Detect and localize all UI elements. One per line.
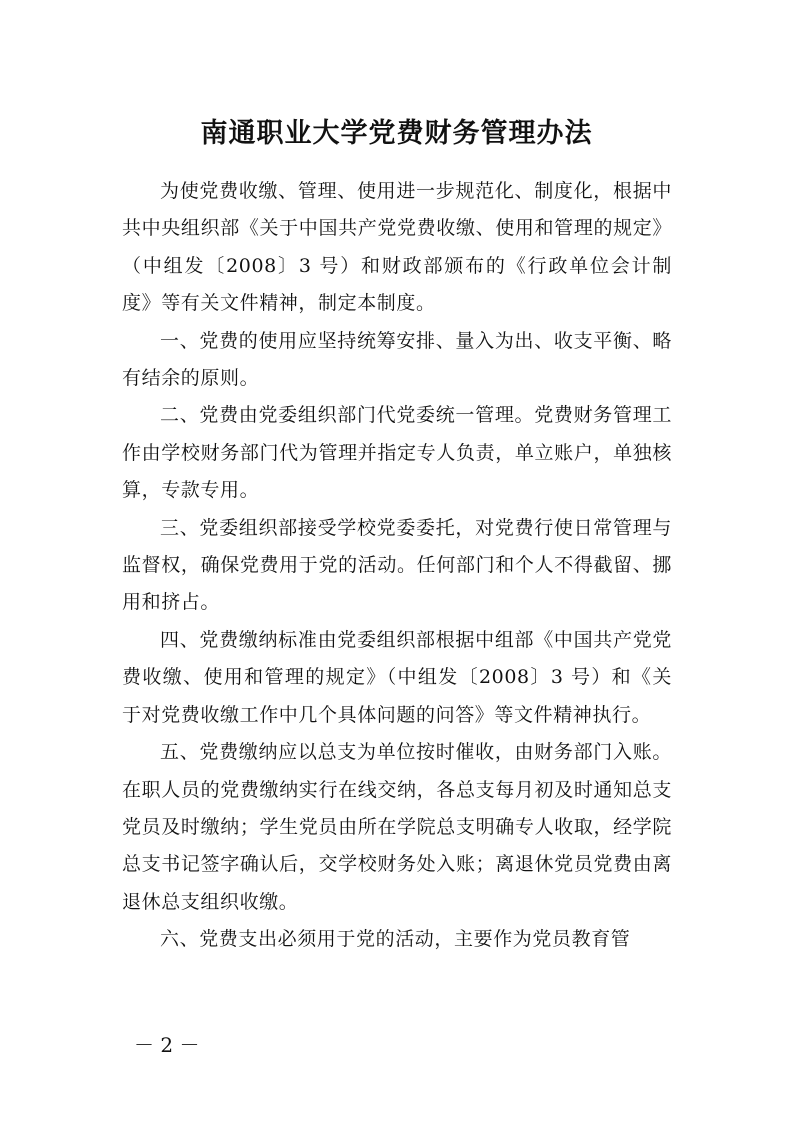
paragraph-article-6: 六、党费支出必须用于党的活动，主要作为党员教育管 bbox=[160, 928, 631, 951]
page-title: 南通职业大学党费财务管理办法 bbox=[200, 118, 593, 150]
page-number: － 2 － bbox=[134, 1033, 200, 1057]
paragraph-article-3: 三、党委组织部接受学校党委委托，对党费行使日常管理与监督权，确保党费用于党的活动。任何部门和个人不得截留、挪用和挤占。 bbox=[122, 516, 672, 614]
paragraph-article-4: 四、党费缴纳标准由党委组织部根据中组部《中国共产党党费收缴、使用和管理的规定》（中组发〔2008〕3 号）和《关于对党费收缴工作中几个具体问题的问答》等文件精神执行。 bbox=[122, 628, 672, 726]
paragraph-article-5: 五、党费缴纳应以总支为单位按时催收，由财务部门入账。在职人员的党费缴纳实行在线交纳，各总支每月初及时通知总支党员及时缴纳；学生党员由所在学院总支明确专人收取，经学院总支书记签字确认后，交学校财务处入账；离退休党员党费由离退休总支组织收缴。 bbox=[122, 741, 672, 913]
paragraph-preamble: 为使党费收缴、管理、使用进一步规范化、制度化，根据中共中央组织部《关于中国共产党党费收缴、使用和管理的规定》（中组发〔2008〕3 号）和财政部颁布的《行政单位会计制度》等有关文件精神，制定本制度。 bbox=[122, 180, 672, 315]
paragraph-article-1: 一、党费的使用应坚持统筹安排、量入为出、收支平衡、略有结余的原则。 bbox=[122, 329, 672, 390]
paragraph-article-2: 二、党费由党委组织部门代党委统一管理。党费财务管理工作由学校财务部门代为管理并指定专人负责，单立账户，单独核算，专款专用。 bbox=[122, 404, 672, 502]
document-body bbox=[122, 173, 672, 959]
